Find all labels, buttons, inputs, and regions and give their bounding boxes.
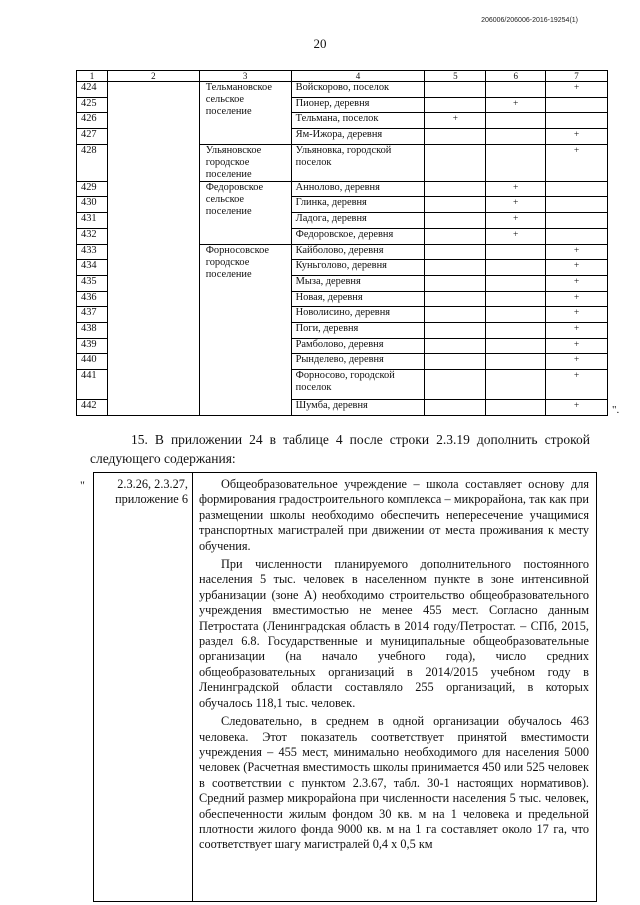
locality-cell: Ульяновка, городской поселок — [291, 144, 425, 181]
mark-cell: + — [546, 354, 608, 370]
mark-cell: + — [546, 275, 608, 291]
mark-cell — [486, 307, 546, 323]
column-header: 4 — [291, 71, 425, 82]
mark-cell — [425, 82, 486, 98]
mark-cell — [486, 400, 546, 416]
locality-cell: Новолисино, деревня — [291, 307, 425, 323]
row-number: 435 — [77, 275, 108, 291]
mark-cell: + — [546, 400, 608, 416]
mark-cell — [425, 307, 486, 323]
mark-cell — [425, 129, 486, 145]
row-number: 427 — [77, 129, 108, 145]
mark-cell: + — [546, 144, 608, 181]
mark-cell — [425, 97, 486, 113]
column-header: 2 — [107, 71, 199, 82]
column-header: 7 — [546, 71, 608, 82]
amendment-paragraph: 15. В приложении 24 в таблице 4 после строки 2.3.19 дополнить строкой следующего содержания: — [90, 432, 590, 466]
locality-cell: Ям-Ижора, деревня — [291, 129, 425, 145]
row-number: 439 — [77, 338, 108, 354]
column-header: 6 — [486, 71, 546, 82]
row-number: 431 — [77, 213, 108, 229]
justification-paragraph: Общеобразовательное учреждение – школа составляет основу для формирования градостроительного комплекса – микрорайона, так как при размещении школы необходимо обеспечить непересечение учащимися транспортных магистралей при движении от места проживания к месту обучения. — [199, 477, 589, 553]
mark-cell: + — [546, 129, 608, 145]
row-number: 438 — [77, 322, 108, 338]
mark-cell — [486, 338, 546, 354]
mark-cell — [546, 113, 608, 129]
mark-cell — [486, 370, 546, 400]
addition-table — [93, 472, 597, 902]
settlement-cell: Федоровское сельское поселение — [199, 181, 291, 244]
mark-cell: + — [546, 260, 608, 276]
locality-cell: Форносово, городской поселок — [291, 370, 425, 400]
locality-cell: Аннолово, деревня — [291, 181, 425, 197]
mark-cell: + — [546, 322, 608, 338]
locality-cell: Рынделево, деревня — [291, 354, 425, 370]
table-open-quote: " — [80, 478, 85, 492]
locality-cell: Глинка, деревня — [291, 197, 425, 213]
mark-cell: + — [486, 213, 546, 229]
mark-cell: + — [546, 291, 608, 307]
row-number: 428 — [77, 144, 108, 181]
mark-cell — [546, 228, 608, 244]
mark-cell: + — [546, 82, 608, 98]
mark-cell — [486, 144, 546, 181]
mark-cell: + — [546, 338, 608, 354]
locality-cell: Шумба, деревня — [291, 400, 425, 416]
mark-cell — [425, 213, 486, 229]
mark-cell — [486, 354, 546, 370]
mark-cell — [425, 244, 486, 260]
mark-cell — [486, 322, 546, 338]
locality-cell: Поги, деревня — [291, 322, 425, 338]
mark-cell — [425, 197, 486, 213]
document-id: 206006/206006-2016-19254(1) — [481, 17, 578, 24]
justification-paragraph: Следовательно, в среднем в одной организации обучалось 463 человека. Этот показатель соответствует принятой вместимости учреждения – 455 мест, минимально необходимого для населения 5000 человек (Расчетная вместимость школы принимается 450 или 525 человек в соответствии с пунктом 2.3.67, табл. 30-1 настоящих нормативов). Средний размер микрорайона при численности населения 5 тыс. человек, обеспеченности жилым фондом 30 кв. м на 1 человека и предельной плотности жилого фонда 9000 кв. м на 1 га составляет около 17 га, что соответствует шагу магистралей 0,4 х 0,5 км — [199, 714, 589, 852]
mark-cell: + — [546, 307, 608, 323]
mark-cell — [486, 260, 546, 276]
row-number: 437 — [77, 307, 108, 323]
mark-cell: + — [486, 181, 546, 197]
locality-cell: Рамболово, деревня — [291, 338, 425, 354]
mark-cell — [546, 97, 608, 113]
mark-cell: + — [486, 97, 546, 113]
mark-cell: + — [486, 197, 546, 213]
mark-cell — [486, 291, 546, 307]
settlement-cell: Ульяновское городское поселение — [199, 144, 291, 181]
row-number: 442 — [77, 400, 108, 416]
mark-cell — [486, 82, 546, 98]
mark-cell — [486, 244, 546, 260]
mark-cell — [486, 113, 546, 129]
settlement-cell: Тельмановское сельское поселение — [199, 82, 291, 145]
locality-cell: Пионер, деревня — [291, 97, 425, 113]
row-number: 429 — [77, 181, 108, 197]
settlements-table — [76, 70, 608, 416]
column-header: 1 — [77, 71, 108, 82]
mark-cell — [425, 400, 486, 416]
mark-cell — [486, 275, 546, 291]
row-number: 426 — [77, 113, 108, 129]
row-number: 432 — [77, 228, 108, 244]
locality-cell: Войскорово, поселок — [291, 82, 425, 98]
row-number: 433 — [77, 244, 108, 260]
district-cell — [107, 82, 199, 416]
column-header: 5 — [425, 71, 486, 82]
mark-cell — [546, 213, 608, 229]
mark-cell — [425, 338, 486, 354]
locality-cell: Тельмана, поселок — [291, 113, 425, 129]
justification-cell — [193, 473, 597, 902]
justification-paragraph: При численности планируемого дополнительного постоянного населения 5 тыс. человек в населенном пункте в зоне интенсивной урбанизации (зоне А) необходимо строительство общеобразовательного учреждения вместимостью не менее 455 мест. Согласно данным Петростата (Ленинградская область в 2014 году/Петростат. – СПб, 2015, раздел 6.8. Государственные и муниципальные общеобразовательные организации (на начало учебного года), число средних общеобразовательных организаций в 2014/2015 учебном году в Ленинградской области составляло 255 организаций, в которых обучалось 118,1 тыс. человек. — [199, 557, 589, 710]
table-end-quote: ". — [612, 404, 620, 416]
mark-cell — [425, 291, 486, 307]
reference-cell: 2.3.26, 2.3.27, приложение 6 — [94, 473, 193, 902]
mark-cell — [486, 129, 546, 145]
mark-cell — [425, 228, 486, 244]
mark-cell: + — [486, 228, 546, 244]
page-number: 20 — [313, 36, 327, 51]
mark-cell: + — [425, 113, 486, 129]
row-number: 436 — [77, 291, 108, 307]
table-row — [77, 82, 608, 98]
locality-cell: Куньголово, деревня — [291, 260, 425, 276]
settlement-cell: Форносовское городское поселение — [199, 244, 291, 415]
mark-cell — [546, 181, 608, 197]
mark-cell — [425, 370, 486, 400]
mark-cell — [425, 354, 486, 370]
row-number: 440 — [77, 354, 108, 370]
mark-cell: + — [546, 370, 608, 400]
mark-cell — [425, 322, 486, 338]
locality-cell: Ладога, деревня — [291, 213, 425, 229]
column-header: 3 — [199, 71, 291, 82]
row-number: 434 — [77, 260, 108, 276]
locality-cell: Мыза, деревня — [291, 275, 425, 291]
locality-cell: Федоровское, деревня — [291, 228, 425, 244]
addition-row — [94, 473, 597, 902]
mark-cell — [425, 275, 486, 291]
mark-cell — [425, 144, 486, 181]
header-row — [77, 71, 608, 82]
mark-cell — [546, 197, 608, 213]
row-number: 425 — [77, 97, 108, 113]
mark-cell: + — [546, 244, 608, 260]
mark-cell — [425, 260, 486, 276]
row-number: 441 — [77, 370, 108, 400]
mark-cell — [425, 181, 486, 197]
locality-cell: Кайболово, деревня — [291, 244, 425, 260]
row-number: 430 — [77, 197, 108, 213]
row-number: 424 — [77, 82, 108, 98]
locality-cell: Новая, деревня — [291, 291, 425, 307]
